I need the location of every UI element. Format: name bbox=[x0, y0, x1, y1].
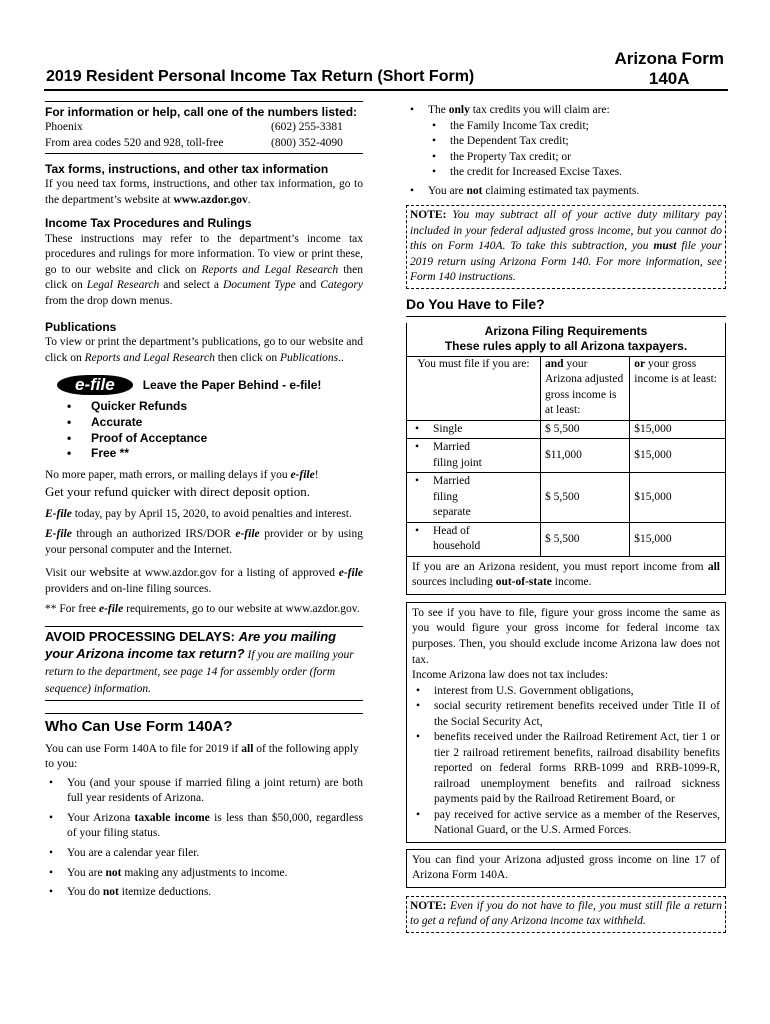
text-run: ** For free bbox=[45, 603, 99, 616]
right-column bbox=[406, 103, 726, 933]
procedures-text bbox=[45, 232, 363, 310]
table-header-row bbox=[407, 356, 726, 421]
text-run: If you are mailing your return to the department, see page 14 for assembly order (form sequence) information. bbox=[45, 648, 354, 695]
who-can-use-heading: Who Can Use Form 140A? bbox=[45, 713, 363, 737]
text-run: You are bbox=[428, 184, 467, 197]
table-cell: $ 5,500 bbox=[540, 522, 629, 556]
list-item: • interest from U.S. Government obligations, bbox=[412, 684, 720, 700]
text-run: The bbox=[428, 104, 449, 116]
text-run: To view or print the department’s publications, go to our website and click on bbox=[45, 336, 363, 364]
text-run: website bbox=[89, 564, 130, 580]
text-run: requirements, go to our website at www.azdor.gov. bbox=[123, 603, 360, 616]
note-label: NOTE: bbox=[410, 209, 447, 222]
filing-table-heading: Arizona Filing Requirements bbox=[484, 323, 648, 338]
table-cell: $15,000 bbox=[630, 420, 726, 439]
help-number: (602) 255-3381 bbox=[271, 121, 343, 134]
list-item: • You are a calendar year filer. bbox=[45, 846, 363, 862]
table-cell bbox=[407, 420, 541, 439]
efile-paragraph-3 bbox=[45, 563, 363, 597]
publications-heading: Publications bbox=[45, 320, 117, 335]
efile-paragraph-4 bbox=[45, 602, 363, 618]
text-run: sources including bbox=[412, 576, 496, 589]
text-run: ! bbox=[314, 468, 319, 481]
filing-table-subtitle: These rules apply to all Arizona taxpayers. bbox=[444, 339, 688, 354]
text-run: e-file bbox=[235, 528, 260, 541]
text-run: You do bbox=[67, 886, 103, 899]
page-title: 2019 Resident Personal Income Tax Return (Short Form) bbox=[46, 68, 475, 85]
text-run: You may subtract all of your active duty military pay included in your federal adjusted gross income, but you cannot do this on Form 140A. To take this subtraction, you bbox=[410, 209, 722, 253]
resident-income-box bbox=[406, 557, 726, 595]
list-item: • the Family Income Tax credit; bbox=[428, 119, 726, 135]
text-run: and select a bbox=[159, 279, 223, 292]
website-link[interactable]: www.azdor.gov bbox=[173, 193, 248, 206]
efile-paragraph-2 bbox=[45, 527, 363, 558]
text-run: your gross income is at least: bbox=[634, 357, 717, 386]
status-label: • Single bbox=[411, 422, 536, 438]
military-pay-note bbox=[406, 205, 726, 289]
text-run: or bbox=[634, 357, 646, 370]
text-run: then click on bbox=[45, 263, 363, 292]
efile-tagline: Leave the Paper Behind - e-file! bbox=[142, 378, 322, 393]
forms-text-end: . bbox=[247, 193, 251, 206]
filing-requirements-table-wrap bbox=[406, 323, 726, 557]
text-run: itemize deductions. bbox=[118, 886, 212, 899]
filing-requirements-table bbox=[406, 356, 726, 557]
table-cell bbox=[407, 522, 541, 556]
list-item: • Proof of Acceptance bbox=[65, 431, 363, 447]
text-run: not bbox=[466, 184, 483, 197]
list-item: • You (and your spouse if married filing a joint return) are both full year residents of Arizona. bbox=[45, 776, 363, 807]
list-item bbox=[406, 103, 726, 181]
table-cell: $ 5,500 bbox=[540, 420, 629, 439]
processing-delays-heading bbox=[45, 629, 363, 697]
text-run: claiming estimated tax payments. bbox=[482, 184, 640, 197]
text-run: Category bbox=[320, 279, 363, 292]
text-run: today, pay by April 15, 2020, to avoid penalties and interest. bbox=[71, 507, 352, 520]
list-item: • the credit for Increased Excise Taxes. bbox=[428, 165, 726, 181]
list-item: • Accurate bbox=[65, 415, 363, 431]
who-intro bbox=[45, 742, 363, 773]
forms-heading: Tax forms, instructions, and other tax information bbox=[45, 162, 329, 177]
table-header-cell: You must file if you are: bbox=[407, 356, 541, 421]
procedures-heading: Income Tax Procedures and Rulings bbox=[45, 216, 252, 231]
filing-table-title bbox=[407, 323, 725, 357]
table-row bbox=[407, 439, 726, 473]
text-run: E-file bbox=[45, 507, 72, 520]
form-number bbox=[614, 49, 724, 90]
text-run: all bbox=[707, 560, 720, 573]
publications-text bbox=[45, 335, 363, 366]
text-run: Reports and Legal Research bbox=[201, 263, 339, 276]
text-run: Visit our bbox=[45, 567, 90, 580]
who-list bbox=[45, 776, 363, 901]
text-run: only bbox=[448, 104, 470, 116]
table-header-cell bbox=[630, 356, 726, 421]
status-label: • Married filing separate bbox=[411, 474, 483, 521]
text-run: at www.azdor.gov for a listing of approved bbox=[129, 567, 339, 580]
status-label: • Married filing joint bbox=[411, 440, 493, 471]
efile-perks bbox=[65, 399, 363, 461]
text-run: out-of-state bbox=[495, 576, 552, 589]
table-cell: $11,000 bbox=[540, 439, 629, 473]
refund-note bbox=[406, 896, 726, 933]
efile-logo: e-file bbox=[57, 375, 133, 395]
help-number: (800) 352-4090 bbox=[271, 136, 343, 149]
agi-line-box: You can find your Arizona adjusted gross income on line 17 of Arizona Form 140A. bbox=[406, 849, 726, 888]
text-run: Reports and Legal Research bbox=[84, 351, 215, 364]
list-item: • the Property Tax credit; or bbox=[428, 150, 726, 166]
text-run: all bbox=[241, 742, 254, 755]
text-run: You can use Form 140A to file for 2019 if bbox=[45, 742, 242, 755]
text-run: of the following apply to you: bbox=[45, 742, 359, 771]
text-run: No more paper, math errors, or mailing delays if you bbox=[45, 468, 291, 481]
text-run: These instructions may refer to the department’s income tax procedures and rulings for more information. To view or print these, go to our website and click on bbox=[45, 232, 363, 276]
text-run: e-file bbox=[290, 468, 315, 481]
help-heading: For information or help, call one of the numbers listed: bbox=[45, 105, 358, 119]
title-rule bbox=[44, 89, 728, 91]
forms-section bbox=[45, 161, 363, 208]
table-cell bbox=[407, 473, 541, 523]
text-run: AVOID PROCESSING DELAYS: bbox=[45, 628, 239, 644]
credits-sublist bbox=[428, 119, 726, 181]
text-run: provider or by using your personal computer and the Internet. bbox=[45, 528, 363, 556]
text-run: E-file bbox=[45, 528, 72, 541]
forms-text: If you need tax forms, instructions, and other tax information, go to the department’s website at bbox=[45, 178, 363, 206]
text-run: .. bbox=[338, 351, 344, 364]
text-run: making any adjustments to income. bbox=[121, 866, 288, 879]
efile-banner bbox=[45, 375, 363, 395]
table-cell: $ 5,500 bbox=[540, 473, 629, 523]
gross-income-box bbox=[406, 602, 726, 843]
efile-paragraph-1 bbox=[45, 507, 363, 523]
refund-text: Get your refund quicker with direct deposit option. bbox=[45, 484, 310, 500]
list-item bbox=[406, 184, 726, 200]
left-column bbox=[45, 101, 363, 901]
procedures-section bbox=[45, 215, 363, 309]
text-run: Legal Research bbox=[86, 279, 160, 292]
help-label: Phoenix bbox=[45, 121, 83, 134]
text-run: If you are an Arizona resident, you must report income from bbox=[412, 560, 708, 573]
text-run: You are bbox=[67, 866, 106, 879]
text-run: Your Arizona bbox=[67, 811, 135, 824]
help-row-tollfree bbox=[45, 136, 363, 152]
note-label: NOTE: bbox=[410, 899, 447, 912]
list-item: • the Dependent Tax credit; bbox=[428, 134, 726, 150]
text-run: e-file bbox=[98, 603, 124, 616]
list-item: • Quicker Refunds bbox=[65, 399, 363, 415]
table-cell: $15,000 bbox=[630, 522, 726, 556]
text-run: through an authorized IRS/DOR bbox=[71, 528, 236, 541]
text-run: providers and on-line filing sources. bbox=[45, 582, 212, 595]
text-run: not bbox=[105, 866, 122, 879]
list-item bbox=[45, 885, 363, 901]
table-row bbox=[407, 473, 726, 523]
processing-delays-box bbox=[45, 626, 363, 701]
text-run: Are you mailing your Arizona income tax return? bbox=[45, 628, 337, 661]
table-cell: $15,000 bbox=[630, 473, 726, 523]
form-name-line2: 140A bbox=[648, 69, 690, 89]
table-cell bbox=[407, 439, 541, 473]
help-row-phoenix bbox=[45, 120, 363, 136]
text-run: not bbox=[102, 886, 119, 899]
list-item bbox=[45, 811, 363, 842]
status-label: • Head of household bbox=[411, 524, 493, 555]
list-item: • social security retirement benefits received under Title II of the Social Security Act, bbox=[412, 699, 720, 730]
gross-income-text: To see if you have to file, figure your gross income the same as you would figure your gross income for federal income tax purposes. Then, you should exclude income Arizona law does not tax. bbox=[412, 606, 720, 666]
text-run: must bbox=[653, 240, 677, 253]
form-name-line1: Arizona Form bbox=[614, 49, 724, 68]
list-item: • benefits received under the Railroad Retirement Act, tier 1 or tier 2 railroad retirement benefits, railroad disability benefits reported on federal forms RRB-1099 and RRB-1099-R, railroad unemployment benefits and railroad sickness payments paid by the Railroad Retirement Board, or bbox=[412, 730, 720, 808]
text-run: Document Type bbox=[222, 279, 296, 292]
list-item: • pay received for active service as a member of the Reserves, National Guard, or the U.S. Armed Forces. bbox=[412, 808, 720, 839]
text-run: your Arizona adjusted gross income is at least: bbox=[544, 357, 624, 417]
text-run: income. bbox=[551, 576, 592, 589]
table-cell: $15,000 bbox=[630, 439, 726, 473]
text-run: from the drop down menus. bbox=[45, 294, 173, 307]
do-you-have-to-file-heading: Do You Have to File? bbox=[406, 295, 726, 317]
table-row bbox=[407, 522, 726, 556]
excluded-income-heading: Income Arizona law does not tax includes: bbox=[412, 669, 609, 682]
text-run: e-file bbox=[338, 567, 363, 580]
text-run: and bbox=[544, 357, 564, 370]
text-run: is less than $50,000, regardless of your filing status. bbox=[67, 811, 363, 840]
table-header-cell bbox=[540, 356, 629, 421]
text-run: then click on bbox=[214, 351, 280, 364]
excluded-income-list bbox=[412, 684, 720, 839]
credits-list bbox=[406, 103, 726, 199]
text-run: Publications bbox=[279, 351, 339, 364]
list-item: • Free ** bbox=[65, 446, 363, 462]
text-run: tax credits you will claim are: bbox=[469, 104, 610, 116]
list-item bbox=[45, 866, 363, 882]
no-paper-text bbox=[45, 468, 363, 484]
text-run: taxable income bbox=[134, 811, 210, 824]
publications-section bbox=[45, 319, 363, 366]
text-run: and bbox=[295, 279, 321, 292]
help-label: From area codes 520 and 928, toll-free bbox=[45, 136, 224, 149]
text-run: file your 2019 return using Arizona Form 140. For more information, see Form 140 instructions. bbox=[410, 240, 722, 284]
text-run: Even if you do not have to file, you must still file a return to get a refund of any Arizona income tax withheld. bbox=[410, 899, 722, 928]
help-box bbox=[45, 101, 363, 154]
table-row bbox=[407, 420, 726, 439]
